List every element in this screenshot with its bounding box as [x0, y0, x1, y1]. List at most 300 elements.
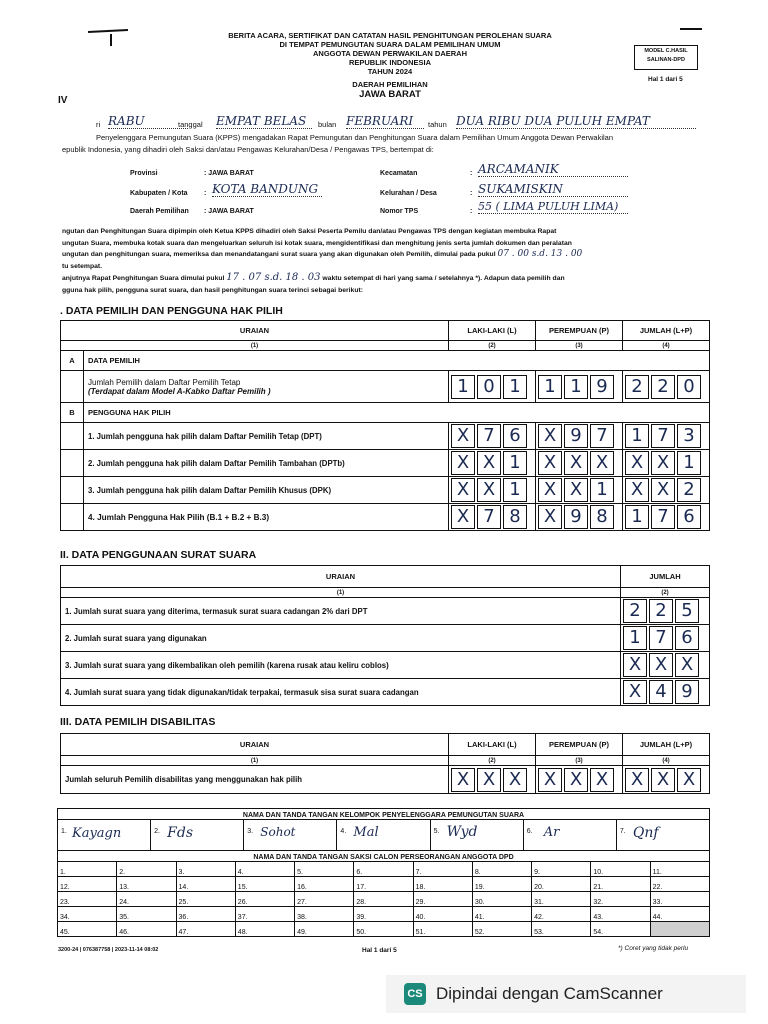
digit-box: 7	[651, 505, 675, 529]
section-2-table	[60, 565, 710, 706]
saksi-number: 6.	[356, 869, 363, 876]
kpps-num: 2.	[154, 828, 160, 835]
s1-b4-l	[449, 504, 536, 531]
saksi-cell	[532, 862, 591, 877]
kpps-title: NAMA DAN TANDA TANGAN KELOMPOK PENYELENGGARA PEMUNGUTAN SUARA	[58, 809, 710, 820]
digit-box: X	[651, 768, 675, 792]
kpps-cell	[244, 820, 337, 850]
kpps-num: 7.	[619, 828, 626, 835]
digit-box: 7	[651, 424, 675, 448]
s1-num-3: (3)	[536, 341, 623, 351]
saksi-row	[58, 907, 710, 922]
s3-p	[536, 766, 623, 794]
s3-num-2: (2)	[449, 756, 536, 766]
bulan-value: FEBRUARI	[346, 114, 424, 129]
s1-a-title: DATA PEMILIH	[84, 351, 710, 371]
saksi-cell	[472, 862, 531, 877]
s2-num-1: (1)	[61, 588, 621, 598]
digit-box: 4	[649, 680, 673, 704]
tahun-label: tahun	[428, 120, 447, 129]
kpps-signature: Ar	[543, 825, 560, 840]
saksi-number: 18.	[415, 884, 426, 891]
kabupaten-label: Kabupaten / Kota	[130, 190, 188, 197]
section-1-title: . DATA PEMILIH DAN PENGGUNA HAK PILIH	[60, 305, 283, 317]
s1-a-letter: A	[61, 351, 84, 371]
digit-box: X	[538, 451, 562, 475]
kabupaten-value: KOTA BANDUNG	[212, 182, 322, 197]
s1-b-row-3	[61, 477, 710, 504]
s1-b1-p	[536, 423, 623, 450]
body-text	[62, 226, 712, 296]
s1-a-digit: 2	[651, 375, 675, 399]
s1-a-digit: 9	[590, 375, 614, 399]
saksi-row	[58, 862, 710, 877]
roman-numeral: IV	[58, 95, 68, 106]
saksi-cell	[235, 877, 294, 892]
kpps-cell	[431, 820, 524, 850]
s1-b-row-label: 4. Jumlah Pengguna Hak Pilih (B.1 + B.2 + B.3)	[84, 504, 449, 531]
saksi-number: 9.	[534, 869, 540, 876]
saksi-number: 33.	[652, 899, 663, 906]
digit-box: 7	[477, 424, 501, 448]
s1-b-spacer	[61, 504, 84, 531]
s1-a-j-cell	[623, 371, 710, 403]
signature-table	[57, 808, 710, 937]
saksi-number: 11.	[652, 869, 662, 876]
kpps-num: 4.	[340, 828, 347, 835]
digit-box: X	[451, 768, 475, 792]
body-line-5	[62, 272, 712, 285]
digit-box: 7	[477, 505, 501, 529]
saksi-number: 20.	[534, 884, 544, 891]
digit-box: X	[623, 653, 647, 677]
digit-box: 1	[590, 478, 614, 502]
saksi-cell	[176, 922, 235, 937]
s1-a-row-line-1: Jumlah Pemilih dalam Daftar Pemilih Tetap	[88, 377, 241, 387]
kpps-cell	[337, 820, 430, 850]
digit-box: 5	[675, 599, 699, 623]
saksi-cell	[532, 922, 591, 937]
kpps-signature: Kayagn	[72, 826, 122, 841]
digit-box: X	[623, 680, 647, 704]
saksi-cell	[176, 862, 235, 877]
saksi-number: 26.	[237, 899, 248, 906]
digit-box: X	[675, 653, 699, 677]
digit-box: X	[564, 478, 588, 502]
digit-box: 8	[503, 505, 527, 529]
saksi-cell	[591, 877, 650, 892]
saksi-number: 43.	[593, 914, 604, 921]
saksi-cell	[413, 907, 472, 922]
saksi-cell	[650, 862, 709, 877]
saksi-number: 27.	[297, 899, 307, 906]
section-3-table	[60, 733, 710, 794]
s2-row-label: 2. Jumlah surat suara yang digunakan	[61, 625, 621, 652]
saksi-cell	[295, 907, 354, 922]
s1-a-p-cell	[536, 371, 623, 403]
saksi-grid	[58, 862, 710, 937]
s1-col-j: JUMLAH (L+P)	[623, 321, 710, 341]
saksi-cell	[591, 922, 650, 937]
saksi-cell	[413, 922, 472, 937]
saksi-cell	[591, 892, 650, 907]
digit-box: 7	[590, 424, 614, 448]
s1-b2-p	[536, 450, 623, 477]
s1-col-l: LAKI-LAKI (L)	[449, 321, 536, 341]
saksi-cell	[176, 877, 235, 892]
saksi-number: 50.	[356, 929, 367, 936]
body-line-2: ungutan Suara, membuka kotak suara dan mengeluarkan seluruh isi kotak suara, mengidentifikasi dan menghitung jenis serta jumlah dokumen dan peralatan	[62, 239, 572, 247]
body-line-3-text: ungutan dan penghitungan suara, memeriksa dan menandatangani surat suara yang akan digunakan oleh Pemilih, dimulai pada pukul	[62, 251, 496, 258]
saksi-number: 44.	[652, 914, 663, 921]
s1-num-1: (1)	[61, 341, 449, 351]
intro-paragraph-1: Penyelenggara Pemungutan Suara (KPPS) mengadakan Rapat Pemungutan dan Penghitungan Suara dalam Pemilihan Umum Anggota Dewan Perwakilan	[96, 133, 613, 142]
saksi-cell	[354, 862, 413, 877]
s1-a-digit: 0	[477, 375, 501, 399]
s1-b-row-1	[61, 423, 710, 450]
saksi-number: 36.	[178, 914, 189, 921]
digit-box: X	[590, 768, 614, 792]
saksi-number: 39.	[356, 914, 367, 921]
digit-box: 2	[623, 599, 647, 623]
saksi-cell	[117, 877, 176, 892]
saksi-number: 14.	[178, 884, 189, 891]
s1-b-spacer	[61, 477, 84, 504]
saksi-number: 31.	[534, 899, 544, 906]
kelurahan-colon: :	[470, 190, 473, 197]
kpps-cell	[524, 820, 617, 850]
intro-line	[96, 114, 708, 132]
body-line-4: tu setempat.	[62, 262, 103, 270]
saksi-cell	[58, 922, 117, 937]
saksi-number: 17.	[356, 884, 367, 891]
digit-box: X	[651, 451, 675, 475]
s2-row-label: 1. Jumlah surat suara yang diterima, termasuk surat suara cadangan 2% dari DPT	[61, 598, 621, 625]
digit-box: 3	[677, 424, 701, 448]
saksi-cell	[235, 862, 294, 877]
s1-b-row-label: 3. Jumlah pengguna hak pilih dalam Daftar Pemilih Khusus (DPK)	[84, 477, 449, 504]
kecamatan-label: Kecamatan	[380, 170, 418, 177]
digit-box: X	[625, 478, 649, 502]
saksi-number: 7.	[415, 869, 422, 876]
digit-box: X	[451, 451, 475, 475]
digit-box: X	[477, 451, 501, 475]
body-line-6: gguna hak pilih, pengguna surat suara, dan hasil penghitungan suara terinci sebagai berikut:	[62, 286, 364, 294]
digit-box: X	[451, 424, 475, 448]
saksi-number: 16.	[297, 884, 307, 891]
s1-b1-l	[449, 423, 536, 450]
saksi-cell	[117, 907, 176, 922]
saksi-number: 34.	[60, 914, 70, 921]
digit-box: 7	[649, 626, 673, 650]
s1-a-digit: 1	[564, 375, 588, 399]
provinsi-value: : JAWA BARAT	[204, 170, 254, 177]
kpps-num: 5.	[433, 828, 440, 835]
corner-mark-left-stem	[110, 34, 112, 46]
camscanner-text: Dipindai dengan CamScanner	[436, 984, 663, 1003]
tanggal-value: EMPAT BELAS	[216, 114, 312, 129]
saksi-cell	[413, 862, 472, 877]
kecamatan-value: ARCAMANIK	[478, 162, 628, 177]
saksi-cell	[117, 892, 176, 907]
saksi-number: 4.	[237, 869, 244, 876]
kpps-signature: Fds	[167, 825, 194, 841]
saksi-cell	[117, 922, 176, 937]
s1-num-4: (4)	[623, 341, 710, 351]
s2-row-3	[61, 652, 710, 679]
saksi-cell	[354, 892, 413, 907]
daerah-label: Daerah Pemilihan	[130, 208, 189, 215]
s1-a-digit: 1	[503, 375, 527, 399]
saksi-number: 30.	[474, 899, 485, 906]
s2-col-uraian: URAIAN	[61, 566, 621, 588]
saksi-cell	[117, 862, 176, 877]
document-title	[150, 31, 630, 101]
s3-l	[449, 766, 536, 794]
bulan-label: bulan	[318, 120, 337, 129]
s1-b-row-label: 2. Jumlah pengguna hak pilih dalam Daftar Pemilih Tambahan (DPTb)	[84, 450, 449, 477]
body-line-5-a: anjutnya Rapat Penghitungan Suara dimulai pukul	[62, 275, 225, 282]
s3-row	[61, 766, 710, 794]
camscanner-logo-icon: CS	[404, 983, 426, 1005]
s1-a-spacer	[61, 371, 84, 403]
digit-box: 1	[677, 451, 701, 475]
digit-box: X	[538, 424, 562, 448]
section-3-title: III. DATA PEMILIH DISABILITAS	[60, 716, 216, 728]
saksi-cell	[58, 892, 117, 907]
s1-a-digit: 0	[677, 375, 701, 399]
saksi-number: 8.	[474, 869, 481, 876]
kecamatan-colon: :	[470, 170, 473, 177]
title-line-3: ANGGOTA DEWAN PERWAKILAN DAERAH	[312, 49, 468, 58]
title-line-4: REPUBLIK INDONESIA	[348, 58, 432, 67]
saksi-cell	[295, 877, 354, 892]
saksi-number: 25.	[178, 899, 189, 906]
saksi-number: 40.	[415, 914, 426, 921]
corner-mark-left	[88, 29, 128, 33]
saksi-number: 21.	[593, 884, 604, 891]
saksi-cell	[413, 877, 472, 892]
saksi-number: 29.	[415, 899, 426, 906]
digit-box: X	[625, 768, 649, 792]
tps-colon: :	[470, 208, 473, 215]
s1-a-digit: 1	[538, 375, 562, 399]
region-value: JAWA BARAT	[359, 89, 421, 100]
s1-b4-p	[536, 504, 623, 531]
saksi-number: 13.	[119, 884, 129, 891]
digit-box: 1	[503, 451, 527, 475]
saksi-number: 53.	[534, 929, 544, 936]
saksi-number: 28.	[356, 899, 367, 906]
saksi-cell	[176, 892, 235, 907]
body-line-5-b: waktu setempat di hari yang sama / setelahnya *). Adapun data pemilih dan	[322, 275, 565, 282]
s1-b3-l	[449, 477, 536, 504]
saksi-number: 3.	[178, 869, 185, 876]
digit-box: X	[538, 768, 562, 792]
saksi-cell	[295, 862, 354, 877]
s3-col-l: LAKI-LAKI (L)	[449, 734, 536, 756]
saksi-cell	[58, 862, 117, 877]
s2-r4-j	[621, 679, 710, 706]
camscanner-watermark	[386, 975, 746, 1013]
region-label: DAERAH PEMILIHAN	[352, 80, 428, 89]
saksi-number: 22.	[652, 884, 663, 891]
s3-num-1: (1)	[61, 756, 449, 766]
digit-box: X	[625, 451, 649, 475]
hari-prefix: ri	[96, 120, 101, 129]
saksi-number: 46.	[119, 929, 129, 936]
s1-b-row-2	[61, 450, 710, 477]
s1-b-row-label: 1. Jumlah pengguna hak pilih dalam Daftar Pemilih Tetap (DPT)	[84, 423, 449, 450]
s2-r2-j	[621, 625, 710, 652]
section-1-table	[60, 320, 710, 531]
s2-row-4	[61, 679, 710, 706]
kpps-cell	[151, 820, 244, 850]
s2-r1-j	[621, 598, 710, 625]
saksi-cell	[235, 892, 294, 907]
s1-b-spacer	[61, 450, 84, 477]
digit-box: 1	[503, 478, 527, 502]
digit-box: X	[451, 478, 475, 502]
s1-b-spacer	[61, 423, 84, 450]
digit-box: 1	[623, 626, 647, 650]
intro-paragraph-2: epublik Indonesia, yang dihadiri oleh Saksi dan/atau Pengawas Kelurahan/Desa / Pengawas TPS, bertempat di:	[62, 145, 434, 154]
s1-b2-l	[449, 450, 536, 477]
tanggal-label: tanggal	[178, 120, 203, 129]
s3-row-label: Jumlah seluruh Pemilih disabilitas yang menggunakan hak pilih	[61, 766, 449, 794]
digit-box: 6	[675, 626, 699, 650]
model-line-1: MODEL C.HASIL	[644, 48, 688, 54]
s3-j	[623, 766, 710, 794]
digit-box: X	[451, 505, 475, 529]
kpps-num: 1.	[61, 828, 67, 835]
saksi-cell	[58, 907, 117, 922]
saksi-cell	[591, 862, 650, 877]
digit-box: X	[564, 451, 588, 475]
s3-num-3: (3)	[536, 756, 623, 766]
s1-col-p: PEREMPUAN (P)	[536, 321, 623, 341]
digit-box: 9	[564, 424, 588, 448]
kpps-num: 3.	[247, 828, 254, 835]
digit-box: X	[590, 451, 614, 475]
saksi-number: 23.	[60, 899, 70, 906]
s1-a-digit: 2	[625, 375, 649, 399]
section-2-title: II. DATA PENGGUNAAN SURAT SUARA	[60, 549, 257, 561]
s1-b4-j	[623, 504, 710, 531]
saksi-cell	[472, 922, 531, 937]
body-line-3	[62, 249, 712, 261]
saksi-number: 51.	[415, 929, 426, 936]
s3-col-p: PEREMPUAN (P)	[536, 734, 623, 756]
corner-mark-right	[680, 28, 702, 30]
kabupaten-colon: :	[204, 190, 207, 197]
digit-box: X	[477, 478, 501, 502]
footer-note: *) Coret yang tidak perlu	[618, 945, 689, 952]
saksi-cell	[650, 907, 709, 922]
model-box	[634, 45, 698, 70]
saksi-number: 10.	[593, 869, 604, 876]
digit-box: 9	[675, 680, 699, 704]
kpps-row	[58, 820, 710, 851]
saksi-cell	[235, 907, 294, 922]
digit-box: 1	[625, 424, 649, 448]
saksi-cell	[650, 892, 709, 907]
s1-b-letter: B	[61, 403, 84, 423]
saksi-number: 41.	[474, 914, 485, 921]
s2-r3-j	[621, 652, 710, 679]
s3-num-4: (4)	[623, 756, 710, 766]
saksi-row	[58, 892, 710, 907]
s2-row-label: 3. Jumlah surat suara yang dikembalikan oleh pemilih (karena rusak atau keliru coblos)	[61, 652, 621, 679]
kpps-signature: Wyd	[446, 824, 478, 840]
s1-a-row-label	[84, 371, 449, 403]
digit-box: X	[538, 478, 562, 502]
saksi-number: 42.	[534, 914, 544, 921]
saksi-cell	[295, 922, 354, 937]
s2-col-j: JUMLAH	[621, 566, 710, 588]
saksi-number: 37.	[237, 914, 248, 921]
saksi-cell	[532, 892, 591, 907]
location-block	[130, 160, 710, 220]
saksi-number: 35.	[119, 914, 129, 921]
digit-box: 2	[677, 478, 701, 502]
kpps-signature: Mal	[353, 825, 379, 840]
body-line-5-time: 17 . 07 s.d. 18 . 03	[226, 272, 321, 283]
digit-box: 6	[677, 505, 701, 529]
s2-row-label: 4. Jumlah surat suara yang tidak digunakan/tidak terpakai, termasuk sisa surat suara cadangan	[61, 679, 621, 706]
saksi-cell	[58, 877, 117, 892]
digit-box: X	[677, 768, 701, 792]
s2-row-2	[61, 625, 710, 652]
saksi-cell	[532, 907, 591, 922]
saksi-cell	[295, 892, 354, 907]
digit-box: 8	[590, 505, 614, 529]
daerah-value: : JAWA BARAT	[204, 208, 254, 215]
saksi-row	[58, 922, 710, 937]
digit-box: X	[564, 768, 588, 792]
saksi-cell	[235, 922, 294, 937]
digit-box: X	[649, 653, 673, 677]
saksi-cell	[650, 922, 709, 937]
s1-b-row-4	[61, 504, 710, 531]
s1-a-l-cell	[449, 371, 536, 403]
kpps-signature: Sohot	[260, 825, 296, 839]
saksi-number: 1.	[60, 869, 66, 876]
saksi-number: 15.	[237, 884, 248, 891]
digit-box: 6	[503, 424, 527, 448]
footer-page: Hal 1 dari 5	[362, 947, 397, 954]
saksi-number: 38.	[297, 914, 307, 921]
saksi-cell	[354, 877, 413, 892]
page-number-top: Hal 1 dari 5	[648, 76, 683, 83]
kpps-signature: Qnf	[632, 825, 659, 841]
tahun-value: DUA RIBU DUA PULUH EMPAT	[456, 114, 696, 129]
s3-col-j: JUMLAH (L+P)	[623, 734, 710, 756]
saksi-cell	[472, 907, 531, 922]
s1-num-2: (2)	[449, 341, 536, 351]
kpps-cells	[58, 820, 709, 850]
saksi-cell	[472, 892, 531, 907]
hari-value: RABU	[108, 114, 188, 129]
kpps-num: 6.	[526, 828, 533, 835]
body-line-1: ngutan dan Penghitungan Suara dipimpin oleh Ketua KPPS dihadiri oleh Saksi Peserta Pemilu dan/atau Pengawas TPS dengan kegiatan membuka Rapat	[62, 228, 557, 235]
saksi-number: 52.	[474, 929, 485, 936]
s2-num-2: (2)	[621, 588, 710, 598]
saksi-cell	[591, 907, 650, 922]
s1-a-digit: 1	[451, 375, 475, 399]
saksi-cell	[354, 907, 413, 922]
footer-code: 3200-24 | 076387758 | 2023-11-14 08:02	[58, 947, 159, 953]
